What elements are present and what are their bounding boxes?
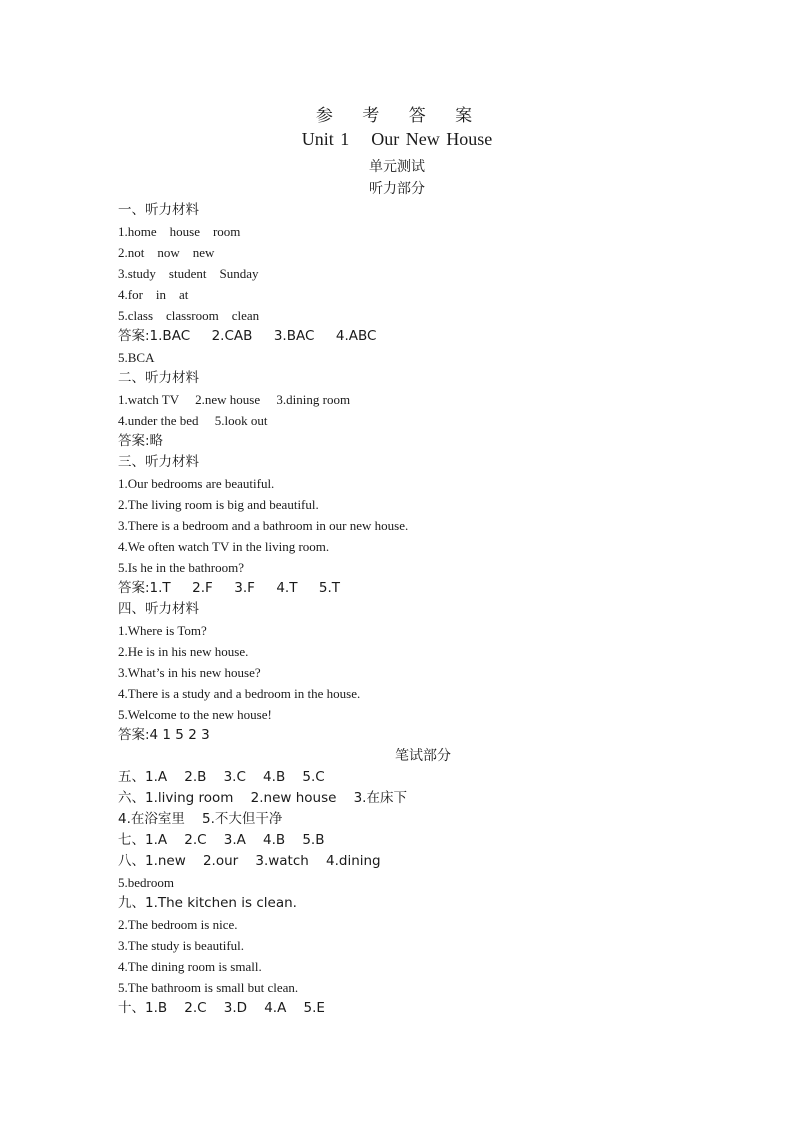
unit-test-subtitle: 单元测试 [369, 159, 425, 175]
unit-heading [0, 129, 794, 150]
answer-line: 3.study student Sunday [118, 266, 259, 281]
answer-line: 3.There is a bedroom and a bathroom in our new house. [118, 518, 409, 533]
answer-lines [118, 200, 678, 1019]
answer-line: 答案:1.BAC 2.CAB 3.BAC 4.ABC [118, 328, 377, 344]
answer-line: 1.home house room [118, 224, 241, 239]
answer-line: 答案:1.T 2.F 3.F 4.T 5.T [118, 580, 341, 596]
answer-line: 九、1.The kitchen is clean. [118, 895, 297, 911]
answer-line: 4.under the bed 5.look out [118, 413, 268, 428]
answer-line: 五、1.A 2.B 3.C 4.B 5.C [118, 769, 325, 785]
answer-line: 5.The bathroom is small but clean. [118, 980, 299, 995]
unit-number: Unit 1 [301, 129, 350, 149]
answer-line: 4.There is a study and a bedroom in the house. [118, 686, 361, 701]
answer-line: 2.He is in his new house. [118, 644, 249, 659]
answer-line: 一、听力材料 [118, 202, 199, 218]
answer-line: 5.Is he in the bathroom? [118, 560, 244, 575]
answer-line: 4.We often watch TV in the living room. [118, 539, 330, 554]
answer-line: 1.Where is Tom? [118, 623, 207, 638]
listening-section-heading: 听力部分 [369, 181, 425, 197]
answer-line: 4.for in at [118, 287, 189, 302]
answer-line: 1.watch TV 2.new house 3.dining room [118, 392, 351, 407]
answer-line: 5.class classroom clean [118, 308, 260, 323]
answer-line: 二、听力材料 [118, 370, 199, 386]
page-title: 参 考 答 案 [315, 106, 485, 126]
answer-line: 答案:略 [118, 433, 164, 449]
answer-line: 5.Welcome to the new house! [118, 707, 272, 722]
answer-line: 5.bedroom [118, 875, 174, 890]
answer-line: 七、1.A 2.C 3.A 4.B 5.B [118, 832, 325, 848]
answer-line: 答案:4 1 5 2 3 [118, 727, 210, 743]
answer-line: 八、1.new 2.our 3.watch 4.dining [118, 853, 381, 869]
unit-name: Our New House [371, 129, 493, 149]
answer-line: 1.Our bedrooms are beautiful. [118, 476, 275, 491]
answer-line: 4.在浴室里 5.不大但干净 [118, 811, 283, 827]
answer-line: 十、1.B 2.C 3.D 4.A 5.E [118, 1000, 325, 1016]
answer-line: 2.The bedroom is nice. [118, 917, 238, 932]
answer-line: 3.What’s in his new house? [118, 665, 261, 680]
written-section-heading: 笔试部分 [395, 748, 451, 764]
answer-line: 2.not now new [118, 245, 215, 260]
answer-line: 4.The dining room is small. [118, 959, 262, 974]
answer-line: 2.The living room is big and beautiful. [118, 497, 319, 512]
answer-line: 六、1.living room 2.new house 3.在床下 [118, 790, 407, 806]
answer-line: 5.BCA [118, 350, 155, 365]
answer-line: 三、听力材料 [118, 454, 199, 470]
answer-line: 3.The study is beautiful. [118, 938, 245, 953]
answer-line: 四、听力材料 [118, 601, 199, 617]
